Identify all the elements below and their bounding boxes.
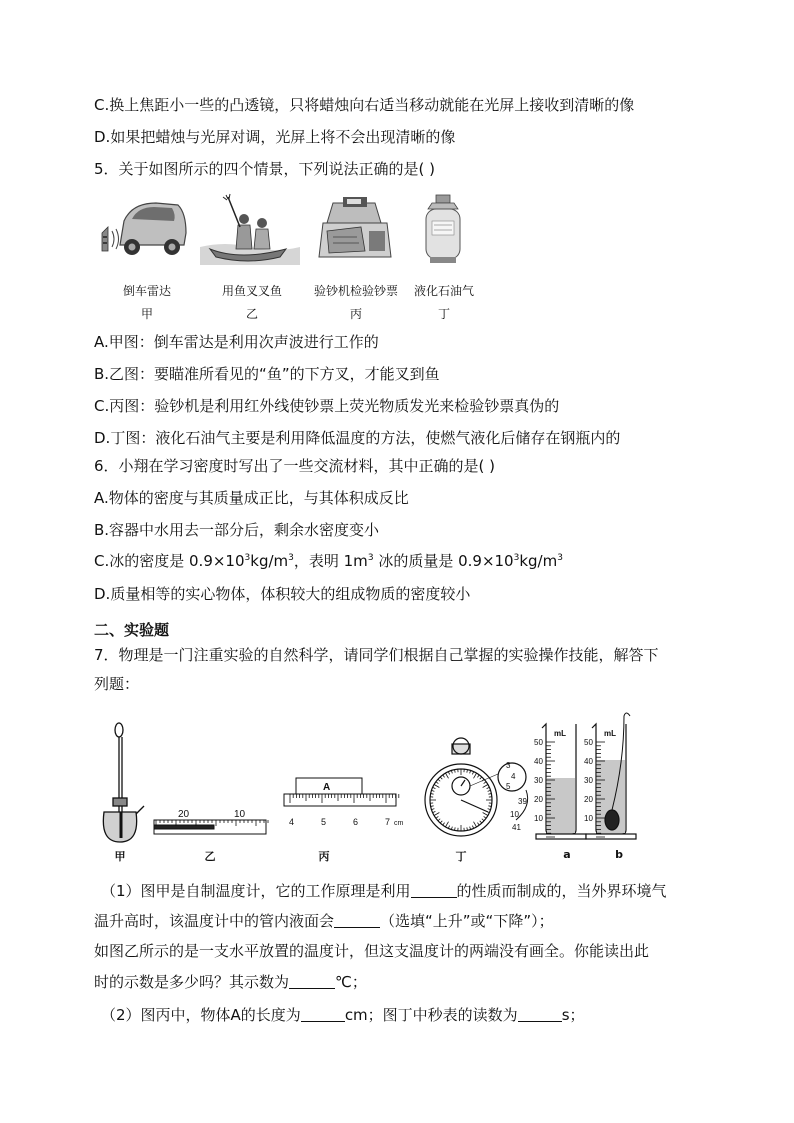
watch-small-3: 3 xyxy=(506,761,511,770)
q7-stem-line1: 7．物理是一门注重实验的自然科学，请同学们根据自己掌握的实验操作技能，解答下 xyxy=(94,646,659,664)
q5-option-b: B.乙图：要瞄准所看见的“鱼”的下方叉，才能叉到鱼 xyxy=(94,365,440,383)
watch-big-39: 39 xyxy=(518,797,527,806)
answer-blank-level[interactable] xyxy=(334,913,380,928)
q7-part1-line2: 温升高时，该温度计中的管内液面会 （选填“上升”或“下降”）； xyxy=(94,912,554,930)
q4-option-c: C.换上焦距小一些的凸透镜，只将蜡烛向右适当移动就能在光屏上接收到清晰的像 xyxy=(94,96,635,114)
fig-label-jia: 甲 xyxy=(114,850,126,863)
cyl-a-tick-20: 20 xyxy=(534,795,543,804)
bing-tick-7: 7 xyxy=(385,817,391,827)
label-yi: 乙 xyxy=(245,307,258,321)
watch-big-41: 41 xyxy=(512,823,521,832)
experiment-figure xyxy=(96,702,656,872)
q6-stem: 6．小翔在学习密度时写出了一些交流材料，其中正确的是( ) xyxy=(94,457,496,475)
label-ding: 丁 xyxy=(437,307,450,321)
cyl-a-tick-40: 40 xyxy=(534,757,543,766)
q6-option-c: C.冰的密度是 $0.9\times 10^3kg/m^3$，表明 $1m^3$ 冰的质量是 $0.9\times 10^3kg/m^3$ xyxy=(94,552,563,570)
answer-blank-temperature[interactable] xyxy=(289,974,335,989)
q5-option-a: A.甲图：倒车雷达是利用次声波进行工作的 xyxy=(94,333,379,351)
answer-blank-length[interactable] xyxy=(301,1007,345,1022)
q6-option-b: B.容器中水用去一部分后，剩余水密度变小 xyxy=(94,521,380,539)
experiment-drawings xyxy=(96,702,656,872)
gas-cylinder-image xyxy=(418,193,468,265)
partial-thermometer xyxy=(154,820,268,834)
stopwatch xyxy=(425,738,528,836)
q6-option-a: A.物体的密度与其质量成正比，与其体积成反比 xyxy=(94,489,409,507)
q7-part1-line3: 如图乙所示的是一支水平放置的温度计，但这支温度计的两端没有画全。你能读出此 xyxy=(94,942,650,960)
q7-part2: （2）图丙中，物体A的长度为 cm；图丁中秒表的读数为 s； xyxy=(101,1006,585,1024)
watch-small-5: 5 xyxy=(506,782,511,791)
block-label: A xyxy=(323,782,331,793)
fig-label-ding: 丁 xyxy=(455,850,467,863)
bing-unit: cm xyxy=(394,820,404,827)
cyl-a-tick-10: 10 xyxy=(534,814,543,823)
cyl-a-tick-50: 50 xyxy=(534,738,543,747)
fig-label-bing: 丙 xyxy=(318,850,330,863)
caption-ding: 液化石油气 xyxy=(413,284,474,298)
cylinder-b-unit: mL xyxy=(604,729,616,738)
reverse-radar-image xyxy=(98,193,190,265)
cyl-b-tick-30: 30 xyxy=(584,776,593,785)
section-title: 二、实验题 xyxy=(94,621,170,639)
caption-bing: 验钞机检验钞票 xyxy=(313,284,398,298)
fig-label-yi: 乙 xyxy=(204,850,216,863)
watch-small-4: 4 xyxy=(511,772,516,781)
yi-tick-20: 20 xyxy=(178,809,190,820)
q7-part1-line4: 时的示数是多少吗？其示数为 ℃； xyxy=(94,973,367,991)
fig-label-b: b xyxy=(615,848,623,861)
yi-tick-10: 10 xyxy=(234,809,246,820)
q6-option-d: D.质量相等的实心物体，体积较大的组成物质的密度较小 xyxy=(94,585,471,603)
q7-part1-line1: （1）图甲是自制温度计，它的工作原理是利用 的性质而制成的，当外界环境气 xyxy=(101,882,667,900)
cyl-b-tick-10: 10 xyxy=(584,814,593,823)
ruler-with-block xyxy=(284,778,399,806)
q4-option-d: D.如果把蜡烛与光屏对调，光屏上将不会出现清晰的像 xyxy=(94,128,456,146)
money-detector-image xyxy=(315,193,395,265)
cylinder-a-unit: mL xyxy=(554,729,566,738)
watch-big-10: 10 xyxy=(510,810,519,819)
label-bing: 丙 xyxy=(349,307,362,321)
cylinder-a xyxy=(536,724,586,839)
cyl-a-tick-30: 30 xyxy=(534,776,543,785)
cyl-b-tick-40: 40 xyxy=(584,757,593,766)
q7-stem-line2: 列题： xyxy=(94,675,140,693)
answer-blank-principle[interactable] xyxy=(411,883,457,898)
fig-label-a: a xyxy=(563,848,571,861)
answer-blank-stopwatch[interactable] xyxy=(518,1007,562,1022)
q5-option-d: D.丁图：液化石油气主要是利用降低温度的方法，使燃气液化后储存在钢瓶内的 xyxy=(94,429,621,447)
q5-option-c: C.丙图：验钞机是利用红外线使钞票上荧光物质发光来检验钞票真伪的 xyxy=(94,397,560,415)
cyl-b-tick-20: 20 xyxy=(584,795,593,804)
spear-fishing-image xyxy=(200,193,300,265)
bing-tick-6: 6 xyxy=(353,817,359,827)
caption-yi: 用鱼叉叉鱼 xyxy=(221,284,282,298)
bing-tick-4: 4 xyxy=(289,817,295,827)
homemade-thermometer xyxy=(103,723,144,842)
q5-stem: 5．关于如图所示的四个情景，下列说法正确的是( ) xyxy=(94,160,436,178)
cyl-b-tick-50: 50 xyxy=(584,738,593,747)
caption-jia: 倒车雷达 xyxy=(122,284,171,298)
bing-tick-5: 5 xyxy=(321,817,327,827)
label-jia: 甲 xyxy=(140,307,153,321)
